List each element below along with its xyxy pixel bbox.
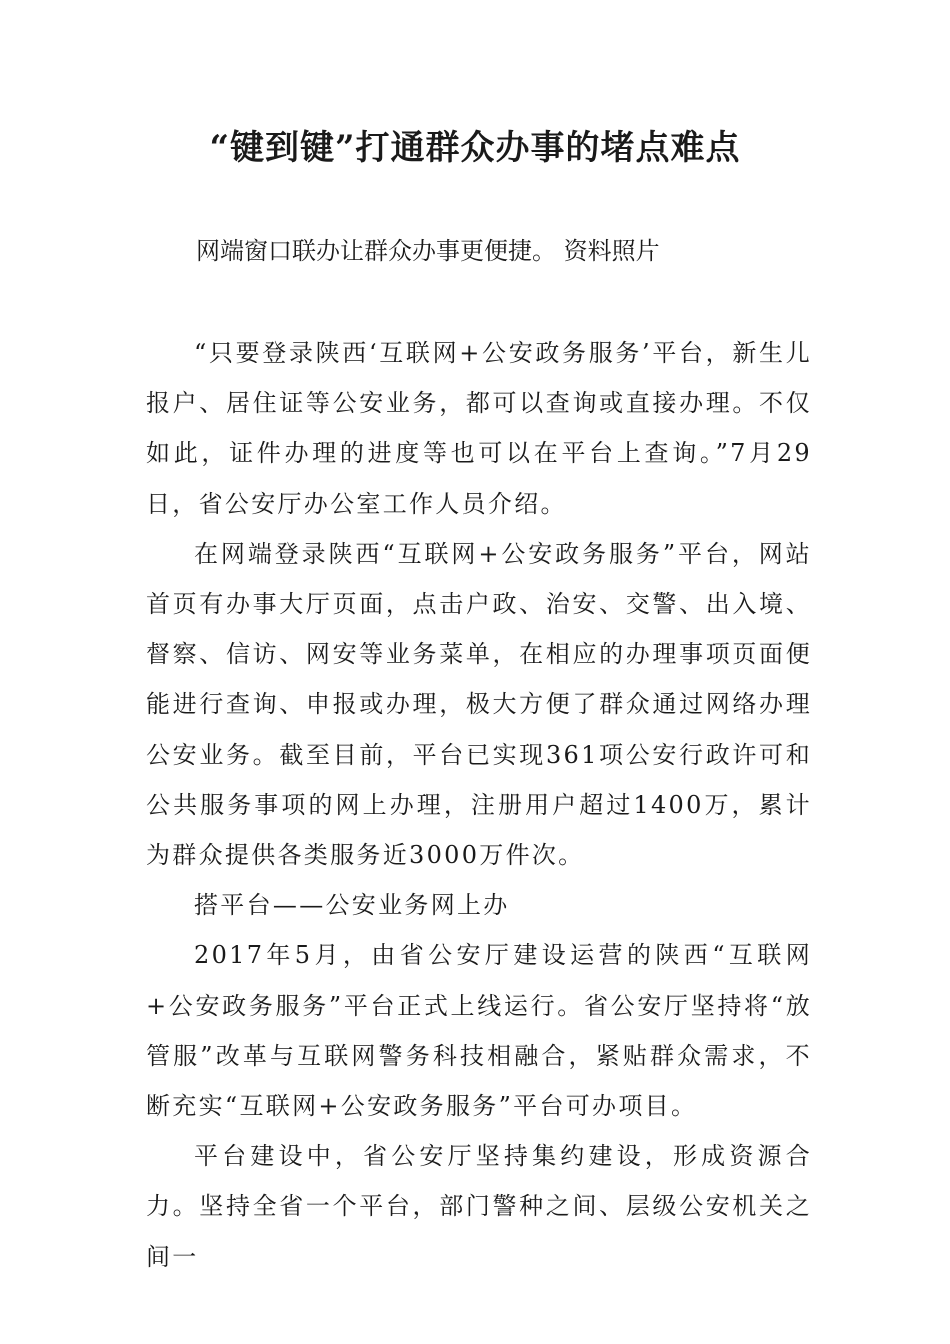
article-title: “键到键”打通群众办事的堵点难点 bbox=[209, 128, 741, 168]
photo-caption: 网端窗口联办让群众办事更便捷。 资料照片 bbox=[196, 237, 660, 265]
section-heading: 搭平台——公安业务网上办 bbox=[194, 891, 510, 920]
paragraph-4: 平台建设中，省公安厅坚持集约建设，形成资源合力。坚持全省一个平台，部门警种之间、层级公安机关之间一 bbox=[146, 1142, 812, 1271]
paragraph-2: 在网端登录陕西“互联网+公安政务服务”平台，网站首页有办事大厅页面，点击户政、治安、交警、出入境、督察、信访、网安等业务菜单，在相应的办理事项页面便能进行查询、申报或办理，极大方便了群众通过网络办理公安业务。截至目前，平台已实现361项公安行政许可和公共服务事项的网上办理，注册用户超过1400万，累计为群众提供各类服务近3000万件次。 bbox=[146, 539, 812, 870]
paragraph-1: “只要登录陕西‘互联网+公安政务服务’平台，新生儿报户、居住证等公安业务，都可以查询或直接办理。不仅如此，证件办理的进度等也可以在平台上查询。”7月29日，省公安厅办公室工作人员介绍。 bbox=[146, 339, 812, 518]
article-body bbox=[146, 328, 812, 1282]
paragraph-3: 2017年5月，由省公安厅建设运营的陕西“互联网+公安政务服务”平台正式上线运行。省公安厅坚持将“放管服”改革与互联网警务科技相融合，紧贴群众需求，不断充实“互联网+公安政务服务”平台可办项目。 bbox=[146, 941, 812, 1121]
